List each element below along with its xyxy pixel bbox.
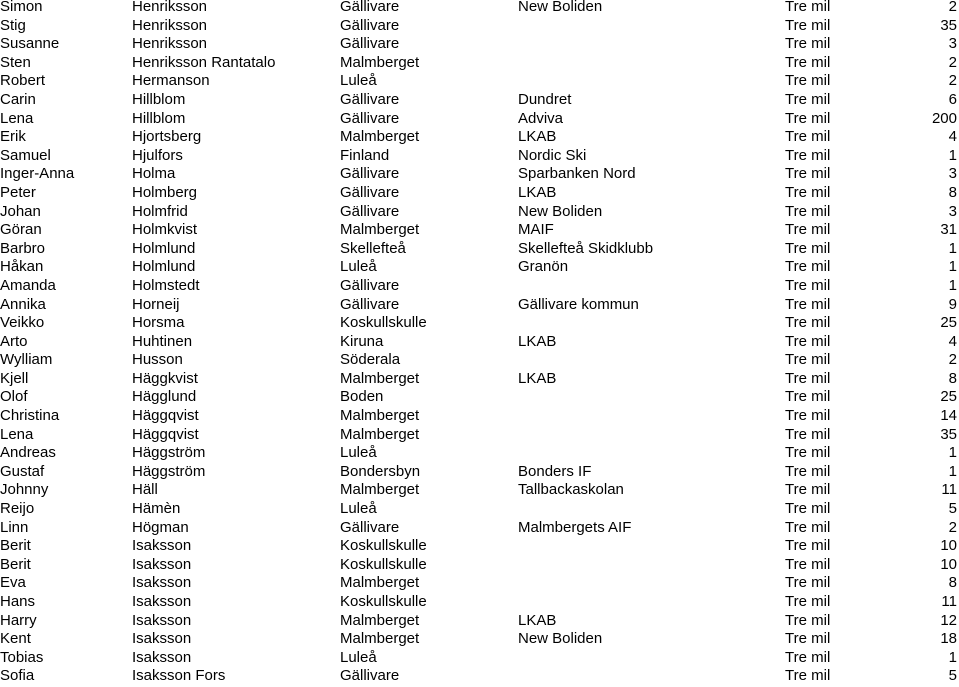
last-name-cell: Hillblom [132, 109, 186, 127]
town-cell: Gällivare [340, 202, 400, 220]
first-name-cell: Hans [0, 593, 36, 610]
club-cell: Gällivare kommun [518, 295, 639, 313]
last-name-cell: Häggqvist [132, 425, 199, 443]
count-cell: 8 [948, 369, 957, 387]
club-cell [518, 17, 785, 36]
last-name-cell: Häggström [132, 444, 206, 462]
last-name-cell: Henriksson [132, 35, 208, 53]
table-row [0, 444, 959, 463]
town-cell: Gällivare [340, 165, 400, 183]
race-cell: Tre mil [785, 109, 831, 127]
club-cell [518, 556, 785, 575]
first-name-cell: Inger-Anna [0, 165, 75, 183]
count-cell: 11 [941, 593, 957, 610]
table-row [0, 667, 959, 686]
count-cell: 8 [948, 574, 957, 592]
last-name-cell: Hillblom [132, 90, 186, 108]
town-cell: Koskullskulle [340, 555, 427, 573]
club-cell: New Boliden [518, 0, 603, 15]
first-name-cell: Samuel [0, 146, 51, 164]
club-cell: Bonders IF [518, 462, 592, 480]
first-name-cell: Robert [0, 72, 46, 90]
count-cell: 1 [948, 276, 957, 294]
count-cell: 2 [948, 72, 957, 90]
town-cell: Malmberget [340, 53, 420, 71]
last-name-cell: Holmlund [132, 239, 196, 257]
count-cell: 1 [948, 239, 957, 257]
race-cell: Tre mil [785, 239, 831, 257]
first-name-cell: Wylliam [0, 351, 53, 369]
club-cell [518, 351, 785, 370]
first-name-cell: Christina [0, 407, 60, 425]
table-row [0, 537, 959, 556]
first-name-cell: Göran [0, 221, 42, 239]
first-name-cell: Gustaf [0, 462, 45, 480]
club-cell [518, 54, 785, 73]
table-row [0, 110, 959, 129]
last-name-cell: Husson [132, 351, 183, 369]
town-cell: Gällivare [340, 0, 400, 15]
club-cell: Granön [518, 258, 569, 276]
club-cell: LKAB [518, 183, 557, 201]
town-cell: Finland [340, 146, 390, 164]
club-cell: Tallbackaskolan [518, 481, 624, 499]
first-name-cell: Arto [0, 332, 28, 350]
table-row [0, 426, 959, 445]
last-name-cell: Holmstedt [132, 276, 200, 294]
table-row [0, 612, 959, 631]
club-cell: LKAB [518, 128, 557, 146]
first-name-cell: Amanda [0, 276, 56, 294]
last-name-cell: Högman [132, 518, 189, 536]
last-name-cell: Holmkvist [132, 221, 198, 239]
race-cell: Tre mil [785, 16, 831, 34]
first-name-cell: Lena [0, 109, 34, 127]
last-name-cell: Huhtinen [132, 332, 193, 350]
first-name-cell: Johnny [0, 481, 49, 499]
town-cell: Malmberget [340, 425, 420, 443]
count-cell: 2 [948, 518, 957, 536]
town-cell: Luleå [340, 72, 377, 90]
count-cell: 10 [940, 537, 957, 555]
town-cell: Luleå [340, 500, 377, 518]
first-name-cell: Kent [0, 630, 31, 648]
count-cell: 31 [940, 221, 957, 239]
first-name-cell: Sten [0, 53, 31, 71]
town-cell: Gällivare [340, 295, 400, 313]
count-cell: 1 [948, 462, 957, 480]
last-name-cell: Isaksson [132, 648, 192, 666]
race-cell: Tre mil [785, 128, 831, 146]
count-cell: 35 [940, 425, 957, 443]
club-cell: Dundret [518, 90, 572, 108]
race-cell: Tre mil [785, 555, 831, 573]
club-cell: Sparbanken Nord [518, 165, 636, 183]
town-cell: Luleå [340, 648, 377, 666]
count-cell: 35 [940, 16, 957, 34]
first-name-cell: Simon [0, 0, 43, 15]
last-name-cell: Henriksson Rantatalo [132, 53, 276, 71]
table-row [0, 649, 959, 668]
race-cell: Tre mil [785, 351, 831, 369]
race-cell: Tre mil [785, 407, 831, 425]
last-name-cell: Hjortsberg [132, 128, 202, 146]
first-name-cell: Carin [0, 90, 36, 108]
table-row [0, 258, 959, 277]
count-cell: 2 [948, 53, 957, 71]
last-name-cell: Henriksson [132, 0, 208, 15]
town-cell: Malmberget [340, 481, 420, 499]
count-cell: 18 [940, 630, 957, 648]
race-cell: Tre mil [785, 574, 831, 592]
club-cell [518, 35, 785, 54]
race-cell: Tre mil [785, 295, 831, 313]
table-row [0, 556, 959, 575]
race-cell: Tre mil [785, 388, 831, 406]
count-cell: 4 [948, 332, 957, 350]
race-cell: Tre mil [785, 90, 831, 108]
race-cell: Tre mil [785, 314, 831, 332]
first-name-cell: Berit [0, 537, 31, 555]
first-name-cell: Kjell [0, 369, 29, 387]
first-name-cell: Johan [0, 202, 41, 220]
table-row [0, 184, 959, 203]
race-cell: Tre mil [785, 518, 831, 536]
first-name-cell: Andreas [0, 444, 56, 462]
race-cell: Tre mil [785, 630, 831, 648]
last-name-cell: Horsma [132, 314, 185, 332]
town-cell: Luleå [340, 258, 377, 276]
count-cell: 1 [948, 444, 957, 462]
race-cell: Tre mil [785, 202, 831, 220]
race-cell: Tre mil [785, 72, 831, 90]
table-row [0, 388, 959, 407]
last-name-cell: Isaksson [132, 574, 192, 592]
town-cell: Malmberget [340, 128, 420, 146]
last-name-cell: Isaksson Fors [132, 667, 226, 685]
table-row [0, 370, 959, 389]
table-row [0, 147, 959, 166]
count-cell: 1 [948, 258, 957, 276]
club-cell: Malmbergets AIF [518, 518, 632, 536]
table-row [0, 463, 959, 482]
club-cell [518, 500, 785, 519]
town-cell: Malmberget [340, 221, 420, 239]
table-row [0, 128, 959, 147]
town-cell: Gällivare [340, 90, 400, 108]
table-row [0, 519, 959, 538]
town-cell: Gällivare [340, 109, 400, 127]
first-name-cell: Berit [0, 555, 31, 573]
club-cell [518, 593, 785, 612]
first-name-cell: Stig [0, 16, 26, 34]
table-row [0, 54, 959, 73]
town-cell: Malmberget [340, 574, 420, 592]
town-cell: Gällivare [340, 518, 400, 536]
town-cell: Söderala [340, 351, 401, 369]
last-name-cell: Holma [132, 165, 176, 183]
race-cell: Tre mil [785, 462, 831, 480]
race-cell: Tre mil [785, 165, 831, 183]
town-cell: Gällivare [340, 35, 400, 53]
town-cell: Koskullskulle [340, 314, 427, 332]
race-cell: Tre mil [785, 276, 831, 294]
count-cell: 9 [948, 295, 957, 313]
last-name-cell: Horneij [132, 295, 180, 313]
first-name-cell: Sofia [0, 667, 35, 685]
first-name-cell: Peter [0, 183, 36, 201]
table-row [0, 0, 959, 17]
race-cell: Tre mil [785, 0, 831, 15]
last-name-cell: Hämèn [132, 500, 181, 518]
count-cell: 200 [931, 109, 957, 127]
club-cell: Skellefteå Skidklubb [518, 239, 654, 257]
last-name-cell: Häll [132, 481, 158, 499]
first-name-cell: Linn [0, 518, 29, 536]
table-row [0, 35, 959, 54]
last-name-cell: Isaksson [132, 537, 192, 555]
count-cell: 1 [948, 648, 957, 666]
club-cell: LKAB [518, 332, 557, 350]
table-row [0, 314, 959, 333]
town-cell: Malmberget [340, 369, 420, 387]
count-cell: 11 [941, 481, 957, 499]
count-cell: 3 [948, 35, 957, 53]
club-cell: MAIF [518, 221, 554, 239]
last-name-cell: Isaksson [132, 555, 192, 573]
table-row [0, 593, 959, 612]
club-cell [518, 667, 785, 686]
race-cell: Tre mil [785, 53, 831, 71]
town-cell: Gällivare [340, 183, 400, 201]
club-cell: LKAB [518, 611, 557, 629]
first-name-cell: Annika [0, 295, 46, 313]
table-row [0, 407, 959, 426]
table-row [0, 333, 959, 352]
race-cell: Tre mil [785, 183, 831, 201]
club-cell [518, 314, 785, 333]
first-name-cell: Erik [0, 128, 26, 146]
town-cell: Boden [340, 388, 384, 406]
count-cell: 8 [948, 183, 957, 201]
last-name-cell: Isaksson [132, 630, 192, 648]
race-cell: Tre mil [785, 444, 831, 462]
club-cell [518, 537, 785, 556]
first-name-cell: Reijo [0, 500, 35, 518]
last-name-cell: Isaksson [132, 593, 192, 610]
table-row [0, 500, 959, 519]
race-cell: Tre mil [785, 221, 831, 239]
race-cell: Tre mil [785, 332, 831, 350]
count-cell: 14 [940, 407, 957, 425]
table-row [0, 221, 959, 240]
club-cell [518, 426, 785, 445]
club-cell [518, 444, 785, 463]
race-cell: Tre mil [785, 369, 831, 387]
first-name-cell: Lena [0, 425, 34, 443]
town-cell: Bondersbyn [340, 462, 421, 480]
count-cell: 25 [940, 388, 957, 406]
table-row [0, 296, 959, 315]
count-cell: 6 [948, 90, 957, 108]
club-cell: Nordic Ski [518, 146, 587, 164]
count-cell: 12 [940, 611, 957, 629]
first-name-cell: Veikko [0, 314, 45, 332]
town-cell: Gällivare [340, 667, 400, 685]
race-cell: Tre mil [785, 425, 831, 443]
table-row [0, 91, 959, 110]
last-name-cell: Henriksson [132, 16, 208, 34]
count-cell: 25 [940, 314, 957, 332]
last-name-cell: Häggström [132, 462, 206, 480]
count-cell: 3 [948, 165, 957, 183]
count-cell: 1 [948, 146, 957, 164]
table-row [0, 630, 959, 649]
table-row [0, 277, 959, 296]
first-name-cell: Håkan [0, 258, 44, 276]
table-row [0, 574, 959, 593]
count-cell: 5 [948, 500, 957, 518]
club-cell [518, 277, 785, 296]
race-cell: Tre mil [785, 611, 831, 629]
first-name-cell: Susanne [0, 35, 60, 53]
first-name-cell: Tobias [0, 648, 44, 666]
town-cell: Malmberget [340, 611, 420, 629]
table-row [0, 351, 959, 370]
race-cell: Tre mil [785, 146, 831, 164]
race-cell: Tre mil [785, 500, 831, 518]
club-cell [518, 649, 785, 668]
club-cell [518, 72, 785, 91]
count-cell: 4 [948, 128, 957, 146]
last-name-cell: Holmfrid [132, 202, 188, 220]
table-row [0, 165, 959, 184]
count-cell: 2 [948, 351, 957, 369]
last-name-cell: Holmlund [132, 258, 196, 276]
town-cell: Gällivare [340, 276, 400, 294]
town-cell: Luleå [340, 444, 377, 462]
last-name-cell: Holmberg [132, 183, 198, 201]
town-cell: Koskullskulle [340, 593, 427, 610]
last-name-cell: Isaksson [132, 611, 192, 629]
race-cell: Tre mil [785, 258, 831, 276]
club-cell [518, 574, 785, 593]
table-row [0, 481, 959, 500]
first-name-cell: Barbro [0, 239, 46, 257]
race-cell: Tre mil [785, 648, 831, 666]
town-cell: Malmberget [340, 407, 420, 425]
table-row [0, 72, 959, 91]
club-cell: New Boliden [518, 202, 603, 220]
town-cell: Skellefteå [340, 239, 406, 257]
count-cell: 10 [940, 555, 957, 573]
race-cell: Tre mil [785, 481, 831, 499]
last-name-cell: Häggkvist [132, 369, 198, 387]
last-name-cell: Hermanson [132, 72, 210, 90]
town-cell: Gällivare [340, 16, 400, 34]
town-cell: Koskullskulle [340, 537, 427, 555]
last-name-cell: Häggqvist [132, 407, 199, 425]
table-row [0, 203, 959, 222]
town-cell: Malmberget [340, 630, 420, 648]
club-cell [518, 388, 785, 407]
race-cell: Tre mil [785, 593, 831, 610]
race-cell: Tre mil [785, 35, 831, 53]
club-cell [518, 407, 785, 426]
table-row [0, 240, 959, 259]
first-name-cell: Olof [0, 388, 28, 406]
race-cell: Tre mil [785, 667, 831, 685]
race-cell: Tre mil [785, 537, 831, 555]
club-cell: Adviva [518, 109, 564, 127]
town-cell: Kiruna [340, 332, 384, 350]
first-name-cell: Eva [0, 574, 26, 592]
count-cell: 5 [948, 667, 957, 685]
last-name-cell: Hägglund [132, 388, 197, 406]
count-cell: 2 [948, 0, 957, 15]
club-cell: LKAB [518, 369, 557, 387]
last-name-cell: Hjulfors [132, 146, 183, 164]
first-name-cell: Harry [0, 611, 37, 629]
table-row [0, 17, 959, 36]
count-cell: 3 [948, 202, 957, 220]
club-cell: New Boliden [518, 630, 603, 648]
